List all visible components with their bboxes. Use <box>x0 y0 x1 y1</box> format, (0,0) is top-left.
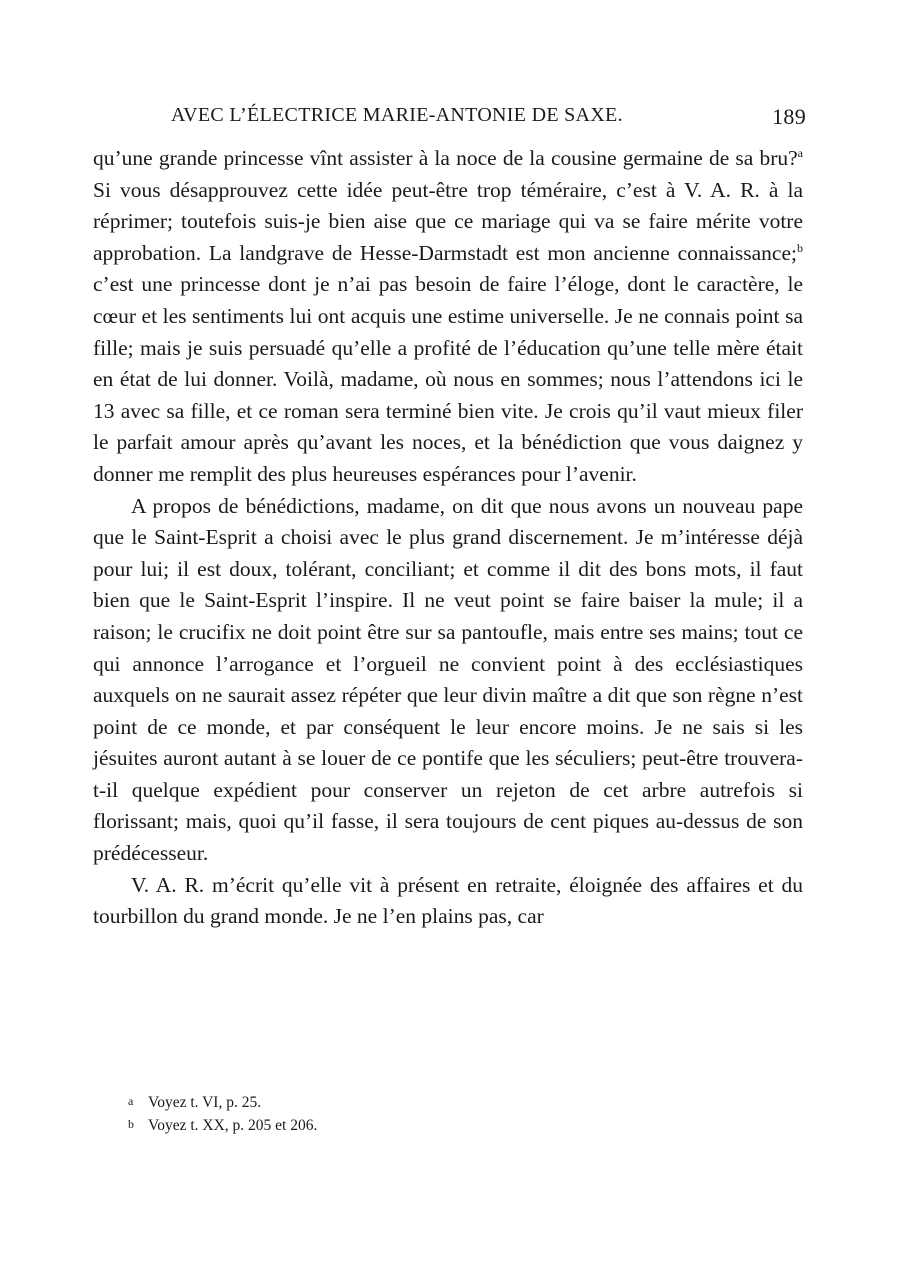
footnote-text: Voyez t. VI, p. 25. <box>148 1094 262 1111</box>
footnote-text: Voyez t. XX, p. 205 et 206. <box>148 1117 318 1134</box>
paragraph-3: V. A. R. m’écrit qu’elle vit à présent en retraite, éloignée des affaires et du tourbillon du grand monde. Je ne l’en plains pas, car <box>93 872 803 929</box>
footnote-mark: b <box>128 1117 134 1131</box>
footnote-b <box>128 1114 317 1137</box>
body-text <box>93 143 803 933</box>
footnote-ref-a: a <box>797 145 803 160</box>
footnotes <box>128 1091 317 1137</box>
paragraph-1-text-b: Si vous désapprouvez cette idée peut-être trop téméraire, c’est à V. A. R. à la réprimer; toutefois suis-je bien aise que ce mariage qui va se faire mérite votre approbation. La landgrave de Hesse-Darmstadt est mon ancienne connaissance; <box>93 177 803 265</box>
footnote-mark: a <box>128 1094 134 1108</box>
footnote-a <box>128 1091 317 1114</box>
running-title: AVEC L’ÉLECTRICE MARIE-ANTONIE DE SAXE. <box>171 104 623 126</box>
paragraph-2: A propos de bénédictions, madame, on dit que nous avons un nouveau pape que le Saint-Esprit a choisi avec le plus grand discernement. Je m’intéresse déjà pour lui; il est doux, tolérant, conciliant; et comme il dit des bons mots, il faut bien que le Saint-Esprit l’inspire. Il ne veut point se faire baiser la mule; il a raison; le crucifix ne doit point être sur sa pantoufle, mais entre ses mains; tout ce qui annonce l’arrogance et l’orgueil ne convient point à des ecclésiastiques auxquels on ne saurait assez répéter que leur divin maître a dit que son règne n’est point de ce monde, et par conséquent le leur encore moins. Je ne sais si les jésuites auront autant à se louer de ce pontife que les séculiers; peut-être trouvera-t-il quelque expédient pour conserver un rejeton de cet arbre autrefois si florissant; mais, quoi qu’il fasse, il sera toujours de cent piques au-dessus de son prédécesseur. <box>93 493 803 866</box>
paragraph-1-text-c: c’est une princesse dont je n’ai pas besoin de faire l’éloge, dont le caractère, le cœur et les sentiments lui ont acquis une estime universelle. Je ne connais point sa fille; mais je suis persuadé qu’elle a profité de l’éducation qu’une telle mère était en état de lui donner. Voilà, madame, où nous en sommes; nous l’attendons ici le 13 avec sa fille, et ce roman sera terminé bien vite. Je crois qu’il vaut mieux filer le parfait amour après qu’avant les noces, et la bénédiction que vous daignez y donner me remplit des plus heureuses espérances pour l’avenir. <box>93 272 803 486</box>
paragraph-1 <box>93 143 803 491</box>
paragraph-1-text-a: qu’une grande princesse vînt assister à la noce de la cousine germaine de sa bru? <box>93 146 798 170</box>
page-number: 189 <box>772 104 806 129</box>
footnote-ref-b: b <box>797 240 803 255</box>
running-head <box>96 104 806 134</box>
